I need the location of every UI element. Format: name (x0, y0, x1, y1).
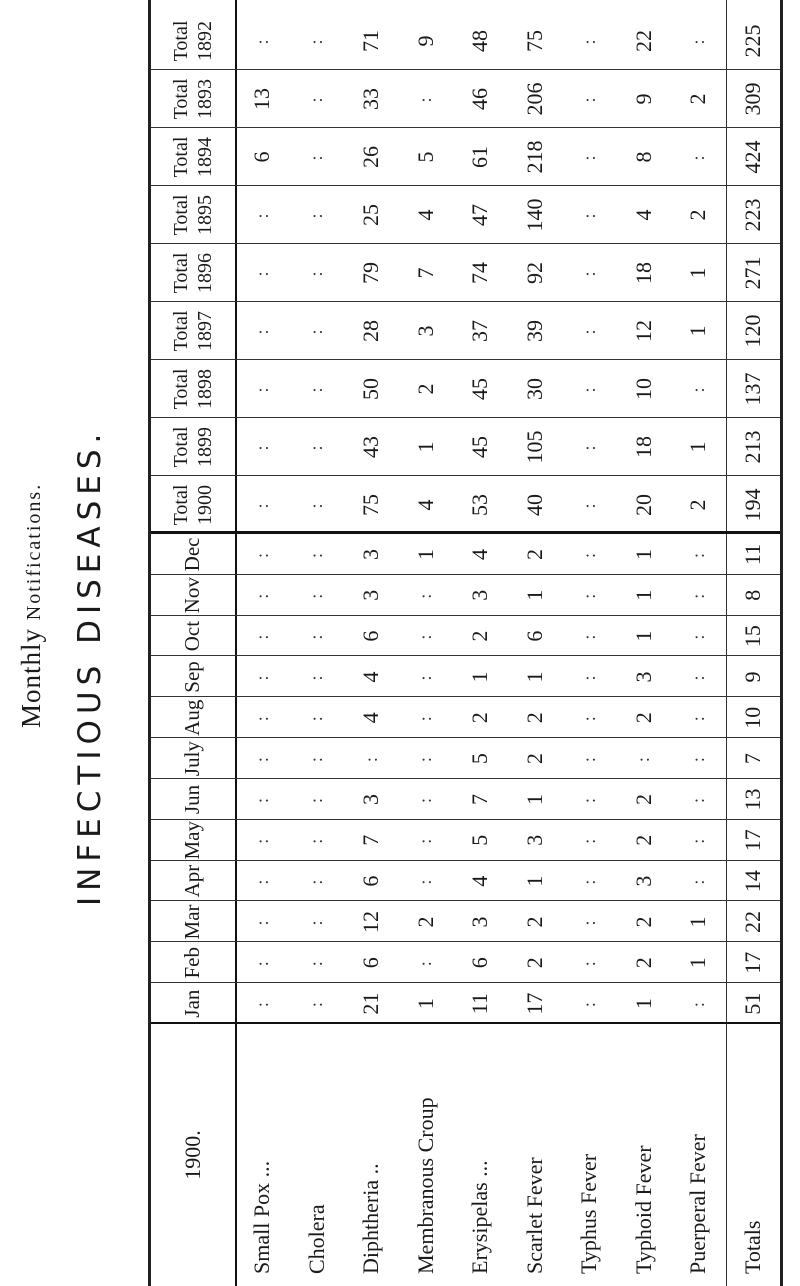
total-value: 1 (685, 267, 711, 279)
total-value: 37 (467, 320, 493, 342)
total-value: 50 (358, 378, 384, 400)
month-value: : (415, 755, 436, 763)
month-header: July (180, 741, 205, 777)
total-value: : (578, 327, 599, 335)
month-value: 6 (358, 875, 384, 887)
total-value: 5 (412, 151, 438, 163)
disease-name: Erysipelas ... (467, 1160, 493, 1274)
total-value: 4 (412, 499, 438, 511)
month-value: 2 (521, 753, 547, 765)
month-value: 3 (630, 671, 656, 683)
total-value: : (687, 37, 708, 45)
column-rule (151, 696, 780, 697)
total-value: 223 (739, 198, 765, 232)
total-value: : (306, 37, 327, 45)
month-value: : (687, 673, 708, 681)
month-value: : (306, 673, 327, 681)
column-rule (151, 1022, 780, 1024)
running-title-monthly: Monthly (16, 627, 46, 728)
column-rule (151, 417, 780, 418)
month-value: : (251, 755, 272, 763)
total-value: : (578, 95, 599, 103)
month-value: 10 (739, 706, 765, 729)
total-value: 22 (630, 30, 656, 52)
month-value: : (578, 918, 599, 926)
total-header-year: 1893 (194, 79, 216, 119)
month-value: 1 (685, 916, 711, 928)
month-value: 3 (521, 834, 547, 846)
month-value: : (415, 836, 436, 844)
table-row (235, 0, 290, 1286)
disease-name: Typhus Fever (576, 1153, 602, 1274)
month-value: 6 (358, 957, 384, 969)
total-header-label: Total (170, 194, 192, 236)
month-value: 13 (739, 788, 765, 811)
total-value: 424 (739, 140, 765, 174)
total-value: : (251, 501, 272, 509)
total-header (151, 12, 235, 70)
column-rule (151, 901, 780, 902)
month-value: : (251, 673, 272, 681)
total-value: 45 (467, 378, 493, 400)
total-value: 218 (521, 140, 547, 174)
month-value: 17 (739, 951, 765, 974)
month-value: : (687, 1000, 708, 1008)
month-value: 7 (358, 834, 384, 846)
month-value: 6 (358, 630, 384, 642)
total-header-year: 1897 (194, 311, 216, 351)
month-value: : (687, 836, 708, 844)
month-value: 1 (467, 671, 493, 683)
month-value: : (251, 877, 272, 885)
month-value: 1 (685, 957, 711, 969)
total-value: 8 (630, 151, 656, 163)
total-value: : (306, 443, 327, 451)
month-value: 1 (521, 671, 547, 683)
total-value: 75 (521, 30, 547, 52)
disease-name: Typhoid Fever (630, 1145, 656, 1274)
table-row (671, 0, 726, 1286)
month-value: : (306, 795, 327, 803)
total-value: 47 (467, 204, 493, 226)
total-value: 74 (467, 262, 493, 284)
month-value: : (578, 591, 599, 599)
month-value: : (415, 632, 436, 640)
total-value: 28 (358, 320, 384, 342)
total-value: 1 (685, 441, 711, 453)
disease-name: Totals (739, 1220, 765, 1274)
month-value: : (306, 550, 327, 558)
total-header (151, 186, 235, 244)
month-header: Dec (180, 537, 205, 572)
total-header-label: Total (170, 368, 192, 410)
total-value: : (251, 269, 272, 277)
month-value: 2 (521, 957, 547, 969)
total-value: 12 (630, 320, 656, 342)
total-header (151, 302, 235, 360)
month-value: : (415, 591, 436, 599)
total-value: 20 (630, 494, 656, 516)
total-header (151, 476, 235, 534)
total-value: : (578, 153, 599, 161)
month-value: 9 (739, 671, 765, 683)
month-value: : (578, 795, 599, 803)
total-value: 3 (412, 325, 438, 337)
month-value: 3 (358, 589, 384, 601)
total-value: 4 (412, 209, 438, 221)
total-value: 4 (630, 209, 656, 221)
total-value: 46 (467, 88, 493, 110)
month-value: : (306, 836, 327, 844)
total-value: 1 (412, 441, 438, 453)
month-value: : (251, 795, 272, 803)
column-rule (151, 301, 780, 302)
month-header: Apr (180, 864, 205, 898)
total-value: 206 (521, 82, 547, 116)
total-value: : (306, 269, 327, 277)
month-value: 4 (358, 671, 384, 683)
total-value: : (251, 327, 272, 335)
total-value: : (251, 37, 272, 45)
total-value: 18 (630, 436, 656, 458)
total-header (151, 70, 235, 128)
column-rule (151, 127, 780, 128)
total-value: : (306, 385, 327, 393)
disease-name: Diphtheria .. (358, 1163, 384, 1274)
total-value: : (306, 327, 327, 335)
month-value: 7 (739, 753, 765, 765)
month-value: : (578, 877, 599, 885)
disease-name: Scarlet Fever (521, 1157, 547, 1274)
month-value: : (306, 877, 327, 885)
total-value: 25 (358, 204, 384, 226)
month-value: : (306, 714, 327, 722)
month-value: 1 (521, 793, 547, 805)
month-value: : (306, 632, 327, 640)
month-header: Nov (180, 577, 205, 614)
totals-rule (726, 0, 727, 1286)
total-header-year: 1898 (194, 369, 216, 409)
month-value: 1 (630, 548, 656, 560)
total-header-label: Total (170, 136, 192, 178)
month-value: 1 (630, 589, 656, 601)
month-value: : (578, 1000, 599, 1008)
running-title-notifications: Notifications. (23, 482, 45, 621)
month-value: : (251, 959, 272, 967)
page-header (8, 0, 68, 1286)
total-value: 18 (630, 262, 656, 284)
total-value: 2 (412, 383, 438, 395)
column-rule (151, 243, 780, 244)
total-header-label: Total (170, 426, 192, 468)
total-value: 45 (467, 436, 493, 458)
month-value: : (687, 591, 708, 599)
month-value: : (415, 673, 436, 681)
year-header: 1900. (179, 1130, 205, 1180)
month-value: 3 (467, 916, 493, 928)
month-value: 1 (630, 630, 656, 642)
month-value: : (578, 959, 599, 967)
month-value: 7 (467, 793, 493, 805)
month-value: : (633, 755, 654, 763)
month-value: : (578, 836, 599, 844)
total-value: 40 (521, 494, 547, 516)
month-value: : (687, 714, 708, 722)
month-value: : (251, 836, 272, 844)
month-value: 17 (521, 992, 547, 1015)
month-value: : (415, 714, 436, 722)
month-value: 2 (630, 957, 656, 969)
total-value: 7 (412, 267, 438, 279)
column-rule (151, 574, 780, 575)
total-header-year: 1900 (194, 485, 216, 525)
column-rule (151, 778, 780, 779)
month-value: : (415, 795, 436, 803)
column-rule (151, 819, 780, 820)
section-title: INFECTIOUS DISEASES. (72, 427, 108, 906)
total-header-label: Total (170, 78, 192, 120)
total-value: 213 (739, 430, 765, 464)
month-value: : (251, 632, 272, 640)
month-value: 51 (739, 992, 765, 1015)
month-value: 3 (358, 548, 384, 560)
disease-name: Puerperal Fever (685, 1134, 711, 1274)
month-value: 2 (521, 916, 547, 928)
month-header: Feb (180, 947, 205, 979)
total-value: 225 (739, 24, 765, 58)
table-row (344, 0, 399, 1286)
month-value: 4 (467, 548, 493, 560)
total-value: 9 (630, 93, 656, 105)
column-rule (151, 475, 780, 476)
total-value: 30 (521, 378, 547, 400)
total-value: : (578, 385, 599, 393)
total-value: : (578, 211, 599, 219)
total-value: 2 (685, 499, 711, 511)
total-value: : (306, 501, 327, 509)
column-rule (151, 656, 780, 657)
table-row (508, 0, 563, 1286)
month-value: : (306, 918, 327, 926)
total-value: : (578, 37, 599, 45)
month-value: : (415, 877, 436, 885)
total-header-label: Total (170, 484, 192, 526)
total-value: 61 (467, 146, 493, 168)
month-header: Oct (180, 620, 205, 652)
month-header: Aug (180, 699, 205, 736)
total-header-label: Total (170, 310, 192, 352)
table-row (562, 0, 617, 1286)
total-value: : (306, 211, 327, 219)
total-value: 2 (685, 209, 711, 221)
disease-name: Cholera (303, 1204, 329, 1274)
month-value: : (360, 755, 381, 763)
total-value: 271 (739, 256, 765, 290)
month-value: : (306, 591, 327, 599)
month-value: : (251, 714, 272, 722)
total-value: : (251, 385, 272, 393)
month-value: : (415, 959, 436, 967)
total-header (151, 418, 235, 476)
total-value: : (578, 501, 599, 509)
month-value: 2 (521, 712, 547, 724)
table-row (453, 0, 508, 1286)
month-header: Sep (180, 661, 205, 693)
total-header (151, 128, 235, 186)
month-value: : (578, 673, 599, 681)
table-row (726, 0, 781, 1286)
month-value: : (251, 918, 272, 926)
total-value: : (306, 95, 327, 103)
table-row (617, 0, 672, 1286)
month-value: 17 (739, 829, 765, 852)
total-value: : (306, 153, 327, 161)
total-value: 137 (739, 372, 765, 406)
disease-name: Membranous Croup (412, 1097, 438, 1274)
month-value: : (578, 755, 599, 763)
total-header-label: Total (170, 20, 192, 62)
total-value: 309 (739, 82, 765, 116)
total-value: 9 (412, 35, 438, 47)
column-rule (151, 615, 780, 616)
total-value: 6 (249, 151, 275, 163)
month-value: 1 (412, 548, 438, 560)
month-value: : (687, 755, 708, 763)
total-value: 79 (358, 262, 384, 284)
column-rule (151, 982, 780, 983)
month-header: Jan (180, 989, 205, 1018)
month-value: 2 (521, 548, 547, 560)
column-rule (151, 860, 780, 861)
total-header-year: 1895 (194, 195, 216, 235)
total-value: 26 (358, 146, 384, 168)
column-rule (151, 69, 780, 70)
month-value: 8 (739, 589, 765, 601)
month-value: 14 (739, 870, 765, 893)
month-value: 2 (630, 712, 656, 724)
total-header (151, 360, 235, 418)
total-value: 75 (358, 494, 384, 516)
month-value: : (578, 632, 599, 640)
total-value: 2 (685, 93, 711, 105)
total-header-year: 1892 (194, 21, 216, 61)
month-value: 15 (739, 625, 765, 648)
total-value: 105 (521, 430, 547, 464)
month-value: : (687, 550, 708, 558)
month-value: : (578, 714, 599, 722)
month-value: 3 (467, 589, 493, 601)
total-value: 53 (467, 494, 493, 516)
month-value: 1 (630, 998, 656, 1010)
month-value: 1 (412, 998, 438, 1010)
month-value: 1 (521, 589, 547, 601)
column-rule (151, 737, 780, 738)
total-header (151, 244, 235, 302)
month-value: : (578, 550, 599, 558)
month-value: : (251, 591, 272, 599)
month-value: 3 (358, 793, 384, 805)
total-value: 43 (358, 436, 384, 458)
month-value: 22 (739, 910, 765, 933)
month-value: 11 (739, 543, 765, 566)
month-value: : (306, 1000, 327, 1008)
table-header-row (151, 0, 235, 1286)
column-rule (151, 185, 780, 186)
total-value: 13 (249, 88, 275, 110)
month-value: 2 (412, 916, 438, 928)
month-value: 2 (630, 916, 656, 928)
total-value: 10 (630, 378, 656, 400)
total-header-year: 1899 (194, 427, 216, 467)
total-header-year: 1894 (194, 137, 216, 177)
month-value: 3 (630, 875, 656, 887)
month-value: : (687, 632, 708, 640)
month-value: 21 (358, 992, 384, 1015)
month-value: 6 (467, 957, 493, 969)
total-value: : (687, 385, 708, 393)
month-header: Mar (180, 904, 205, 940)
column-rule (151, 359, 780, 360)
total-header-label: Total (170, 252, 192, 294)
month-value: : (687, 877, 708, 885)
total-value: : (687, 153, 708, 161)
total-header-year: 1896 (194, 253, 216, 293)
table-row (290, 0, 345, 1286)
notifications-table (148, 0, 783, 1286)
month-value: 6 (521, 630, 547, 642)
total-value: 120 (739, 314, 765, 348)
month-value: 2 (630, 793, 656, 805)
total-value: : (415, 95, 436, 103)
month-value: 1 (521, 875, 547, 887)
month-value: : (306, 755, 327, 763)
month-value: : (251, 550, 272, 558)
month-value: 5 (467, 753, 493, 765)
month-value: 2 (467, 630, 493, 642)
total-value: 194 (739, 488, 765, 522)
total-value: : (251, 211, 272, 219)
total-value: : (578, 443, 599, 451)
month-value: 4 (467, 875, 493, 887)
total-value: 48 (467, 30, 493, 52)
column-rule (151, 941, 780, 942)
total-value: : (578, 269, 599, 277)
disease-name: Small Pox ... (249, 1160, 275, 1274)
table-row (399, 0, 454, 1286)
column-rule (151, 531, 780, 534)
month-value: 12 (358, 910, 384, 933)
total-value: 33 (358, 88, 384, 110)
month-header: May (180, 821, 205, 860)
total-value: 140 (521, 198, 547, 232)
month-value: : (687, 795, 708, 803)
month-value: : (251, 1000, 272, 1008)
month-value: 2 (467, 712, 493, 724)
total-value: : (251, 443, 272, 451)
total-value: 39 (521, 320, 547, 342)
month-value: 2 (630, 834, 656, 846)
total-value: 92 (521, 262, 547, 284)
total-value: 1 (685, 325, 711, 337)
running-title (16, 483, 47, 728)
month-value: : (306, 959, 327, 967)
month-value: 5 (467, 834, 493, 846)
total-value: 71 (358, 30, 384, 52)
month-value: 4 (358, 712, 384, 724)
month-header: Jun (180, 784, 205, 815)
month-value: 11 (467, 993, 493, 1015)
